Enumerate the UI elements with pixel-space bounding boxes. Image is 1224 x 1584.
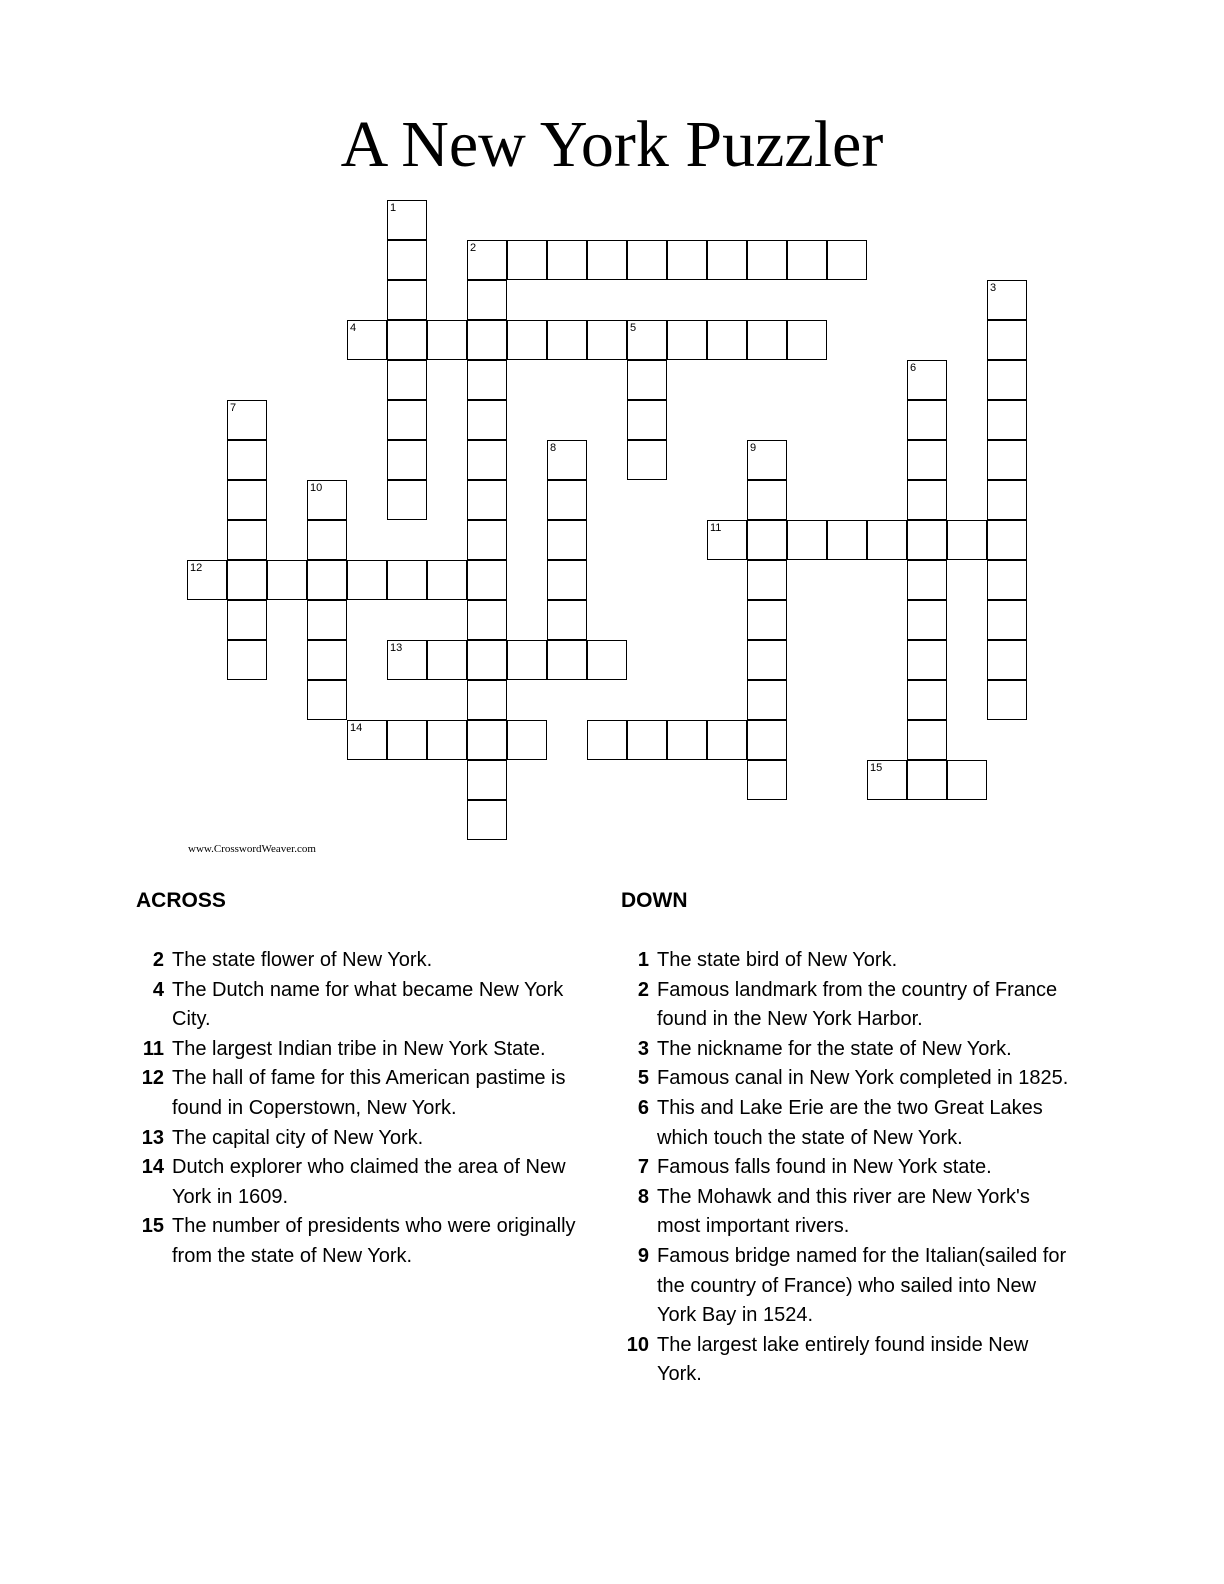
grid-cell[interactable] [227, 480, 267, 520]
grid-cell[interactable] [547, 560, 587, 600]
grid-cell[interactable] [347, 560, 387, 600]
down-clue [621, 1094, 1071, 1153]
grid-cell[interactable] [747, 760, 787, 800]
grid-cell[interactable] [387, 200, 427, 240]
puzzle-title: A New York Puzzler [340, 108, 884, 181]
grid-cell[interactable] [467, 360, 507, 400]
grid-cell[interactable] [307, 600, 347, 640]
clue-text: The Mohawk and this river are New York's most important rivers. [657, 1185, 1030, 1238]
clue-number: 6 [637, 1096, 649, 1119]
clue-number: 11 [142, 1037, 164, 1060]
clue-number: 14 [141, 1156, 164, 1179]
grid-cell[interactable] [747, 640, 787, 680]
across-clue [136, 1124, 576, 1154]
grid-cell[interactable] [547, 240, 587, 280]
grid-cell[interactable] [387, 400, 427, 440]
grid-cell[interactable] [747, 720, 787, 760]
grid-cell[interactable] [707, 240, 747, 280]
grid-cell[interactable] [547, 600, 587, 640]
grid-cell[interactable] [747, 320, 787, 360]
across-clue [136, 1153, 576, 1212]
grid-cell[interactable] [947, 520, 987, 560]
grid-cell[interactable] [467, 520, 507, 560]
grid-cell[interactable] [307, 680, 347, 720]
cell-number: 6 [910, 362, 917, 374]
grid-cell[interactable] [987, 320, 1027, 360]
down-clue [621, 1183, 1071, 1242]
cell-number: 9 [750, 442, 757, 454]
grid-cell[interactable] [507, 720, 547, 760]
grid-cell[interactable] [587, 720, 627, 760]
grid-cell[interactable] [987, 440, 1027, 480]
clue-number: 2 [637, 978, 649, 1001]
grid-cell[interactable] [467, 400, 507, 440]
grid-cell[interactable] [667, 240, 707, 280]
across-clue [136, 1212, 576, 1271]
grid-cell[interactable] [987, 360, 1027, 400]
cell-number: 14 [350, 722, 363, 734]
grid-cell[interactable] [627, 240, 667, 280]
clue-number: 10 [626, 1333, 649, 1356]
clue-number: 7 [637, 1156, 649, 1179]
grid-cell[interactable] [467, 800, 507, 840]
grid-cell[interactable] [427, 720, 467, 760]
clue-text: Famous landmark from the country of France found in the New York Harbor. [657, 978, 1058, 1031]
grid-cell[interactable] [867, 520, 907, 560]
grid-cell[interactable] [907, 360, 947, 400]
grid-cell[interactable] [787, 520, 827, 560]
grid-cell[interactable] [227, 440, 267, 480]
cell-number: 11 [710, 522, 722, 534]
down-clue [621, 1331, 1071, 1390]
grid-cell[interactable] [387, 560, 427, 600]
grid-cell[interactable] [467, 320, 507, 360]
grid-cell[interactable] [467, 560, 507, 600]
grid-cell[interactable] [547, 440, 587, 480]
grid-cell[interactable] [787, 320, 827, 360]
grid-cell[interactable] [227, 560, 267, 600]
down-clue [621, 1064, 1071, 1094]
grid-cell[interactable] [907, 600, 947, 640]
clue-text: The largest lake entirely found inside New York. [657, 1333, 1029, 1386]
clue-number: 1 [637, 949, 649, 971]
grid-cell[interactable] [747, 520, 787, 560]
grid-cell[interactable] [467, 440, 507, 480]
clue-number: 4 [152, 978, 164, 1001]
cell-number: 3 [990, 282, 997, 294]
clue-text: The state bird of New York. [657, 949, 898, 971]
grid-cell[interactable] [347, 320, 387, 360]
grid-cell[interactable] [827, 520, 867, 560]
grid-cell[interactable] [227, 400, 267, 440]
grid-cell[interactable] [907, 400, 947, 440]
grid-cell[interactable] [747, 480, 787, 520]
clue-text: The capital city of New York. [172, 1126, 424, 1149]
grid-cell[interactable] [987, 640, 1027, 680]
grid-cell[interactable] [307, 640, 347, 680]
grid-cell[interactable] [987, 680, 1027, 720]
grid-cell[interactable] [827, 240, 867, 280]
grid-cell[interactable] [467, 760, 507, 800]
across-clue-list [136, 946, 576, 1272]
grid-cell[interactable] [547, 480, 587, 520]
clue-text: Famous bridge named for the Italian(sailed for the country of France) who sailed into New York Bay in 1524. [657, 1244, 1067, 1327]
grid-cell[interactable] [747, 560, 787, 600]
clue-text: The nickname for the state of New York. [657, 1037, 1012, 1060]
grid-cell[interactable] [387, 440, 427, 480]
grid-cell[interactable] [227, 520, 267, 560]
grid-cell[interactable] [387, 640, 427, 680]
cell-number: 15 [870, 762, 883, 774]
across-clue [136, 946, 576, 976]
grid-cell[interactable] [907, 520, 947, 560]
across-clue [136, 976, 576, 1035]
grid-cell[interactable] [307, 480, 347, 520]
clue-number: 9 [637, 1244, 649, 1267]
cell-number: 4 [350, 322, 357, 334]
cell-number: 7 [230, 402, 237, 414]
clue-text: Famous falls found in New York state. [657, 1156, 992, 1179]
down-clue [621, 1035, 1071, 1065]
grid-cell[interactable] [987, 520, 1027, 560]
down-clue-list [621, 946, 1071, 1390]
grid-cell[interactable] [467, 280, 507, 320]
grid-cell[interactable] [547, 640, 587, 680]
grid-cell[interactable] [587, 320, 627, 360]
grid-cell[interactable] [427, 320, 467, 360]
cell-number: 12 [190, 562, 203, 574]
grid-cell[interactable] [907, 760, 947, 800]
grid-cell[interactable] [987, 560, 1027, 600]
grid-cell[interactable] [787, 240, 827, 280]
grid-cell[interactable] [227, 640, 267, 680]
grid-cell[interactable] [987, 400, 1027, 440]
grid-cell[interactable] [467, 480, 507, 520]
grid-cell[interactable] [427, 560, 467, 600]
grid-cell[interactable] [347, 720, 387, 760]
clue-text: The state flower of New York. [172, 949, 433, 971]
down-clues [621, 888, 1071, 1390]
grid-cell[interactable] [507, 240, 547, 280]
grid-cell[interactable] [627, 720, 667, 760]
grid-cell[interactable] [987, 280, 1027, 320]
clue-number: 8 [637, 1185, 649, 1208]
grid-cell[interactable] [587, 240, 627, 280]
down-heading: DOWN [621, 889, 688, 912]
grid-cell[interactable] [907, 480, 947, 520]
grid-cell[interactable] [467, 640, 507, 680]
down-clue [621, 1242, 1071, 1331]
grid-cell[interactable] [547, 320, 587, 360]
grid-cell[interactable] [467, 720, 507, 760]
grid-cell[interactable] [307, 560, 347, 600]
grid-cell[interactable] [227, 600, 267, 640]
across-clue [136, 1064, 576, 1123]
across-heading: ACROSS [136, 889, 226, 912]
grid-cell[interactable] [947, 760, 987, 800]
grid-cell[interactable] [507, 320, 547, 360]
grid-cell[interactable] [907, 560, 947, 600]
grid-cell[interactable] [707, 720, 747, 760]
grid-cell[interactable] [587, 640, 627, 680]
across-clue [136, 1035, 576, 1065]
cell-number: 10 [310, 482, 323, 494]
grid-cell[interactable] [387, 480, 427, 520]
clue-number: 15 [141, 1215, 164, 1238]
clue-text: Famous canal in New York completed in 1825. [657, 1067, 1069, 1090]
grid-cell[interactable] [907, 720, 947, 760]
grid-cell[interactable] [627, 360, 667, 400]
grid-cell[interactable] [907, 440, 947, 480]
grid-cell[interactable] [907, 640, 947, 680]
grid-cell[interactable] [747, 240, 787, 280]
grid-cell[interactable] [987, 600, 1027, 640]
grid-cell[interactable] [627, 320, 667, 360]
grid-cell[interactable] [747, 440, 787, 480]
clue-text: The largest Indian tribe in New York State. [172, 1037, 546, 1060]
cell-number: 5 [630, 322, 637, 334]
clue-number: 2 [152, 949, 164, 971]
clue-text: This and Lake Erie are the two Great Lakes which touch the state of New York. [657, 1096, 1043, 1149]
down-clue [621, 976, 1071, 1035]
grid-cell[interactable] [667, 720, 707, 760]
grid-cell[interactable] [467, 240, 507, 280]
grid-cell[interactable] [387, 360, 427, 400]
cell-number: 1 [390, 202, 397, 214]
grid-cell[interactable] [627, 400, 667, 440]
grid-cell[interactable] [187, 560, 227, 600]
grid-cell[interactable] [987, 480, 1027, 520]
grid-cell[interactable] [387, 280, 427, 320]
cell-number: 8 [550, 442, 557, 454]
grid-cell[interactable] [907, 680, 947, 720]
grid-cell[interactable] [467, 600, 507, 640]
clue-number: 5 [637, 1067, 649, 1090]
grid-cell[interactable] [387, 320, 427, 360]
grid-cell[interactable] [707, 320, 747, 360]
clue-number: 12 [141, 1067, 164, 1090]
grid-cell[interactable] [547, 520, 587, 560]
grid-cell[interactable] [867, 760, 907, 800]
clue-number: 13 [141, 1126, 164, 1149]
across-clues [136, 888, 576, 1272]
grid-cell[interactable] [467, 680, 507, 720]
grid-cell[interactable] [707, 520, 747, 560]
clue-text: The Dutch name for what became New York City. [172, 978, 564, 1031]
grid-cell[interactable] [747, 680, 787, 720]
grid-cell[interactable] [747, 600, 787, 640]
grid-cell[interactable] [427, 640, 467, 680]
grid-cell[interactable] [667, 320, 707, 360]
clue-text: The number of presidents who were originally from the state of New York. [172, 1215, 576, 1267]
grid-cell[interactable] [387, 720, 427, 760]
grid-cell[interactable] [267, 560, 307, 600]
grid-cell[interactable] [627, 440, 667, 480]
grid-cell[interactable] [507, 640, 547, 680]
clue-number: 3 [637, 1037, 649, 1060]
down-clue [621, 1153, 1071, 1183]
cell-number: 2 [470, 242, 477, 254]
grid-cell[interactable] [307, 520, 347, 560]
clue-text: The hall of fame for this American pastime is found in Coperstown, New York. [172, 1067, 566, 1119]
down-clue [621, 946, 1071, 976]
cell-number: 13 [390, 642, 403, 654]
grid-cell[interactable] [387, 240, 427, 280]
source-credit: www.CrosswordWeaver.com [188, 843, 316, 855]
clue-text: Dutch explorer who claimed the area of New York in 1609. [172, 1156, 566, 1208]
